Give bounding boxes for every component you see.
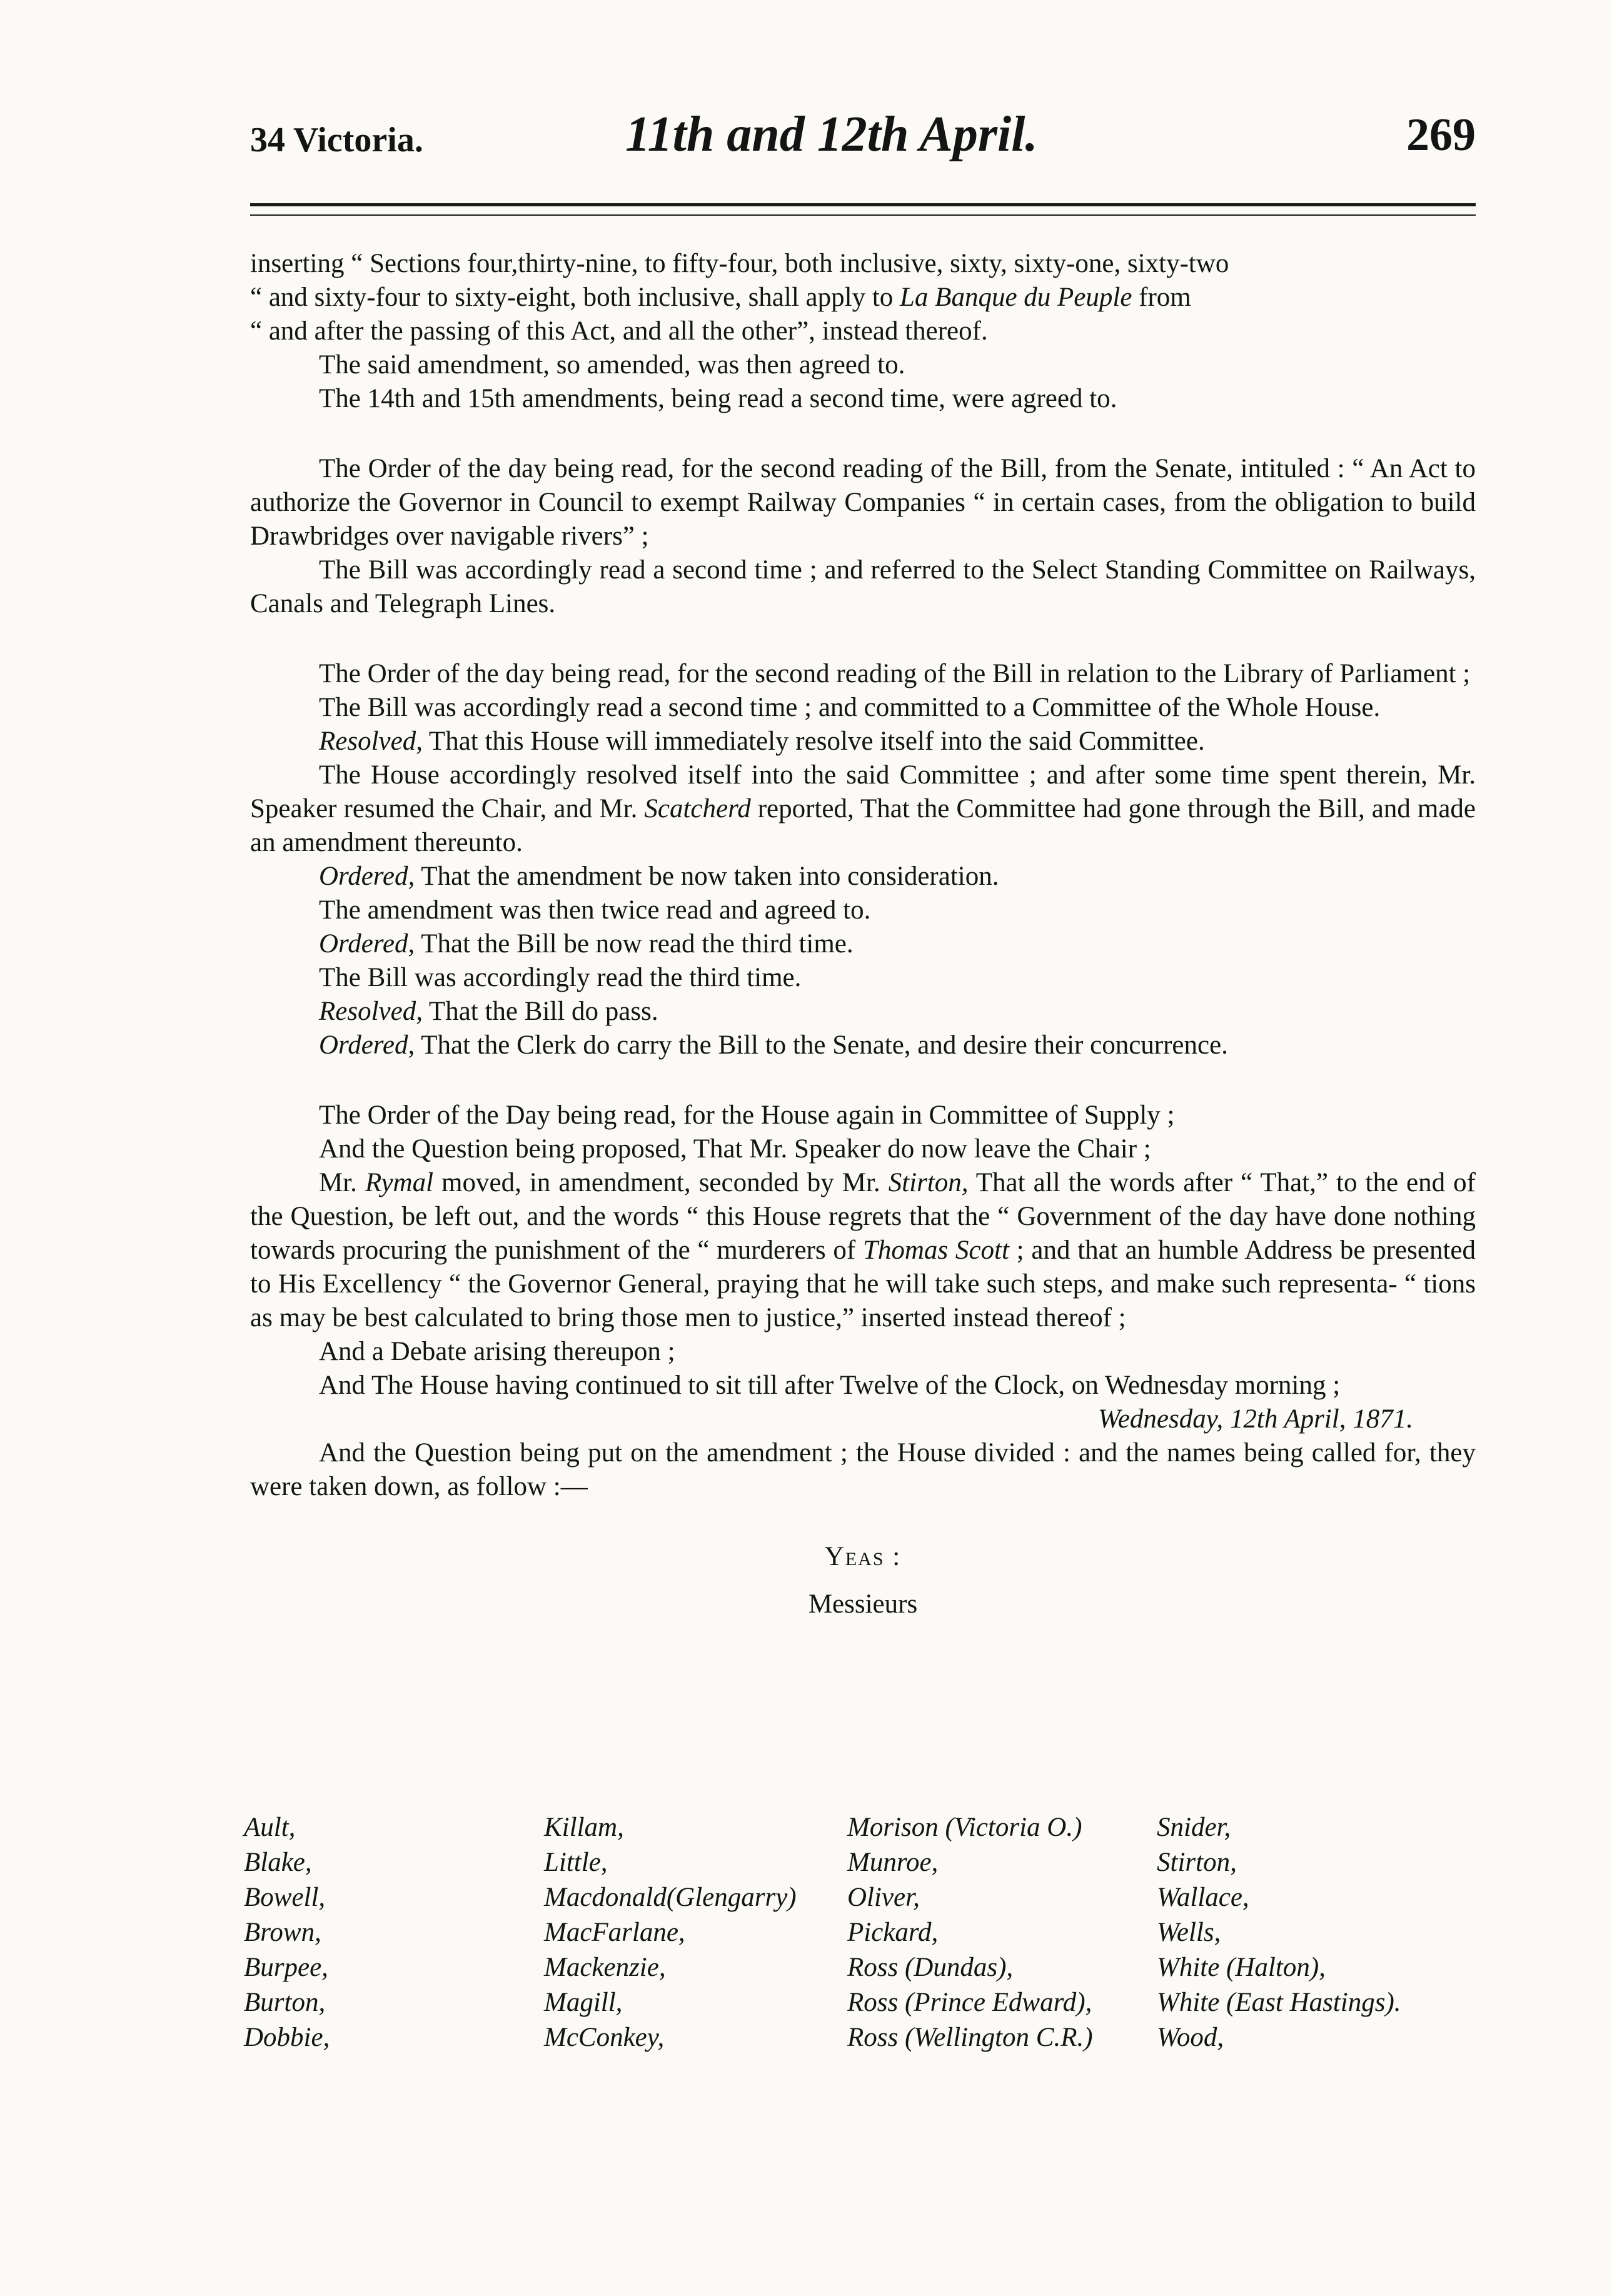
paragraph: The Bill was accordingly read a second time ; and referred to the Select Standing Committee on Railways, Canals and Telegraph Lines. <box>250 555 1476 618</box>
member-name: Blake, <box>244 1848 312 1877</box>
member-name: Ross (Wellington C.R.) <box>847 2023 1093 2052</box>
paragraph: The Bill was accordingly read a second time ; and committed to a Committee of the Whole House. <box>319 693 1381 722</box>
running-head <box>250 100 1476 169</box>
member-name: Ross (Prince Edward), <box>847 1988 1092 2017</box>
paragraph: And a Debate arising thereupon ; <box>319 1337 675 1366</box>
member-name: Macdonald(Glengarry) <box>544 1883 797 1912</box>
division-heading-yeas: Yeas : <box>824 1542 902 1571</box>
member-name: Snider, <box>1157 1813 1231 1842</box>
member-name: Killam, <box>544 1813 624 1842</box>
member-name: Wells, <box>1157 1918 1221 1947</box>
paragraph: Resolved, That this House will immediately resolve itself into the said Committee. <box>319 727 1205 756</box>
member-name: White (East Hastings). <box>1157 1988 1401 2017</box>
paragraph: The Order of the day being read, for the second reading of the Bill in relation to the Library of Parliament ; <box>319 659 1471 688</box>
paragraph: The Order of the day being read, for the second reading of the Bill, from the Senate, intituled : “ An Act to authorize the Governor in Council to exempt Railway Companies “ in certain cases, from the obligation to build Drawbridges over navigable rivers” ; <box>250 454 1476 551</box>
paragraph: The said amendment, so amended, was then agreed to. <box>319 350 905 380</box>
name-column <box>544 1810 797 2055</box>
name-column <box>244 1810 330 2055</box>
paragraph: “ and after the passing of this Act, and all the other”, instead thereof. <box>250 316 988 346</box>
member-name: Burton, <box>244 1988 326 2017</box>
paragraph: inserting “ Sections four,thirty-nine, to fifty-four, both inclusive, sixty, sixty-one, sixty-two <box>250 249 1229 278</box>
member-name: Wallace, <box>1157 1883 1249 1912</box>
member-name: Magill, <box>544 1988 623 2017</box>
paragraph: The Order of the Day being read, for the House again in Committee of Supply ; <box>319 1100 1175 1130</box>
paragraph: And the Question being proposed, That Mr. Speaker do now leave the Chair ; <box>319 1134 1151 1164</box>
member-name: Oliver, <box>847 1883 920 1912</box>
paragraph: Ordered, That the Clerk do carry the Bill to the Senate, and desire their concurrence. <box>319 1030 1228 1060</box>
header-rule-thick <box>250 203 1476 206</box>
member-name: Munroe, <box>847 1848 939 1877</box>
dateline: Wednesday, 12th April, 1871. <box>1097 1404 1413 1434</box>
paragraph: Ordered, That the amendment be now taken into consideration. <box>319 862 999 891</box>
member-name: White (Halton), <box>1157 1953 1326 1982</box>
paragraph: The 14th and 15th amendments, being read a second time, were agreed to. <box>319 384 1117 413</box>
paragraph: The amendment was then twice read and agreed to. <box>319 895 871 925</box>
header-rule-thin <box>250 214 1476 216</box>
member-name: McConkey, <box>544 2023 665 2052</box>
journal-body <box>250 247 1476 1621</box>
member-name: Burpee, <box>244 1953 328 1982</box>
member-name: Little, <box>544 1848 608 1877</box>
name-column <box>1157 1810 1401 2055</box>
paragraph: Ordered, That the Bill be now read the third time. <box>319 929 854 959</box>
member-name: Stirton, <box>1157 1848 1237 1877</box>
member-name: Bowell, <box>244 1883 326 1912</box>
member-name: Brown, <box>244 1918 321 1947</box>
paragraph: “ and sixty-four to sixty-eight, both inclusive, shall apply to La Banque du Peuple from <box>250 283 1191 312</box>
paragraph: The House accordingly resolved itself into the said Committee ; and after some time spent therein, Mr. Speaker resumed the Chair, and Mr. Scatcherd reported, That the Committee had gone through the Bill, and made an amendment thereunto. <box>250 760 1476 857</box>
member-name: Mackenzie, <box>544 1953 666 1982</box>
paragraph: And The House having continued to sit till after Twelve of the Clock, on Wednesday morning ; <box>319 1371 1341 1400</box>
member-name: Pickard, <box>847 1918 939 1947</box>
name-column <box>847 1810 1093 2055</box>
paragraph: Mr. Rymal moved, in amendment, seconded by Mr. Stirton, That all the words after “ That,” to the end of the Question, be left out, and the words “ this House regrets that the “ Government of the day have done nothing towards procuring the punishment of the “ murderers of Thomas Scott ; and that an humble Address be presented to His Excellency “ the Governor General, praying that he will take such steps, and make such representa- “ tions as may be best calculated to bring those men to justice,” inserted instead thereof ; <box>250 1168 1476 1332</box>
messieurs-heading: Messieurs <box>808 1589 918 1619</box>
paragraph: The Bill was accordingly read the third time. <box>319 963 802 992</box>
page-date-heading: 11th and 12th April. <box>625 107 1038 162</box>
member-name: Morison (Victoria O.) <box>847 1813 1082 1842</box>
member-name: Ault, <box>244 1813 296 1842</box>
member-name: Ross (Dundas), <box>847 1953 1014 1982</box>
member-name: MacFarlane, <box>544 1918 685 1947</box>
member-name: Dobbie, <box>244 2023 330 2052</box>
member-name: Wood, <box>1157 2023 1224 2052</box>
paragraph: And the Question being put on the amendment ; the House divided : and the names being called for, they were taken down, as follow :— <box>250 1438 1476 1501</box>
page-number: 269 <box>1406 109 1476 161</box>
regnal-year: 34 Victoria. <box>250 121 423 159</box>
paragraph: Resolved, That the Bill do pass. <box>319 997 658 1026</box>
